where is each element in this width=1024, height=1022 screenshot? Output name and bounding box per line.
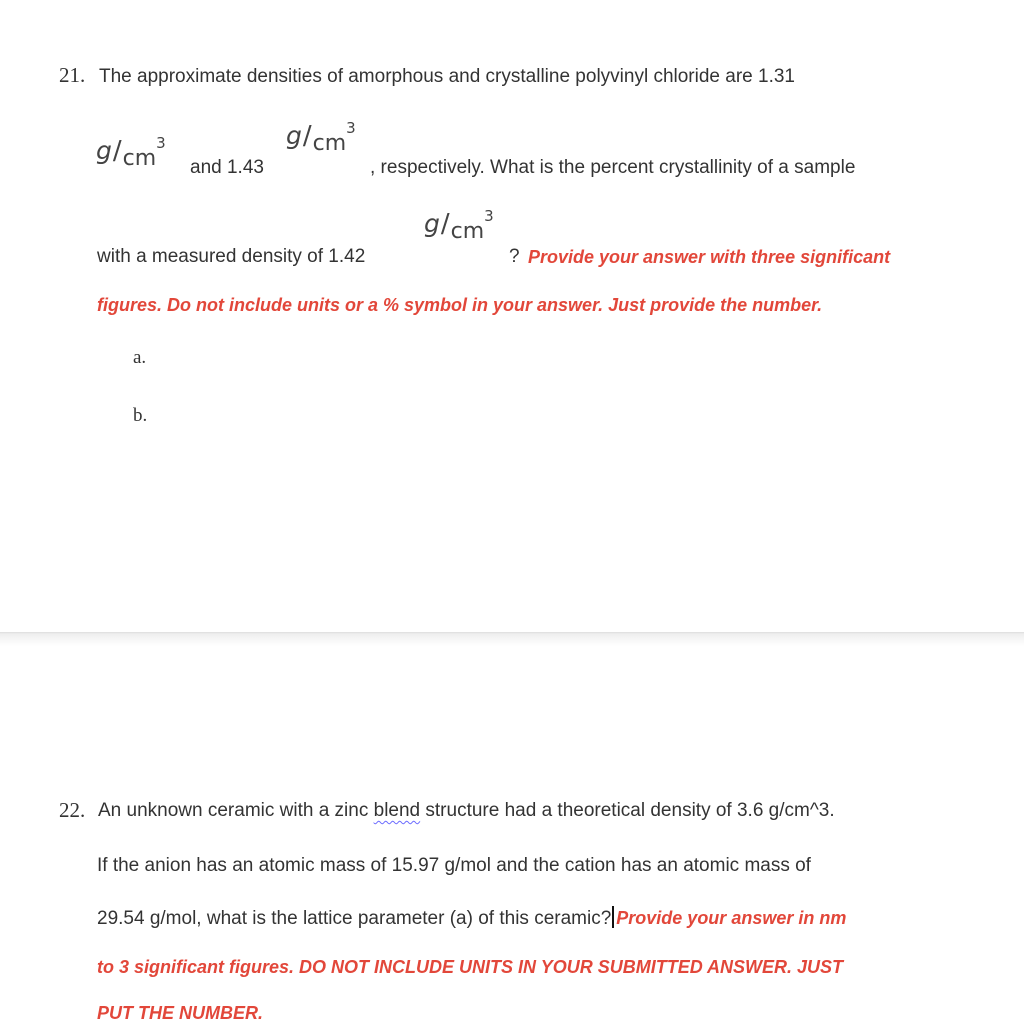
answer-choice-a[interactable]: a. [133,347,147,368]
spellcheck-word-blend[interactable]: blend [373,800,421,821]
instruction-21-part-1: Provide your answer with three significant [528,247,891,267]
unit-centimeters: cm [312,131,347,156]
question-mark: ? [509,246,520,267]
measured-density-text: with a measured density of 1.42 [97,246,366,267]
answer-choice-b[interactable]: b. [133,405,148,426]
unit-exponent: 3 [156,134,166,152]
respectively-text: , respectively. What is the percent crystallinity of a sample [370,157,856,178]
instruction-22-part-3: PUT THE NUMBER. [97,1003,263,1022]
question-number-22: 22. [59,798,86,822]
density-unit-2: $g/cm^3$ [286,119,356,156]
section-divider [0,632,1024,646]
question-22-line-1-end: structure had a theoretical density of 3.6 g/cm^3. [425,800,835,821]
question-22-line-1 [98,800,835,822]
question-22-line-1-start: An unknown ceramic with a zinc [98,800,369,821]
unit-grams: g [286,121,302,150]
text-cursor [612,906,614,928]
unit-exponent: 3 [484,207,494,225]
unit-centimeters: cm [450,219,485,244]
density-unit-1: $g/cm^3$ [96,134,166,171]
and-density-text: and 1.43 [190,157,264,178]
question-21-line-1: The approximate densities of amorphous and crystalline polyvinyl chloride are 1.31 [99,66,795,87]
question-22-line-2: If the anion has an atomic mass of 15.97 g/mol and the cation has an atomic mass of [97,855,811,876]
unit-grams: g [96,136,112,165]
instruction-22-part-1: Provide your answer in nm [616,908,847,928]
question-22-line-3-text: 29.54 g/mol, what is the lattice parameter (a) of this ceramic? [97,908,612,929]
unit-grams: g [424,209,440,238]
instruction-22-part-2: to 3 significant figures. DO NOT INCLUDE UNITS IN YOUR SUBMITTED ANSWER. JUST [97,957,844,977]
instruction-21-part-2: figures. Do not include units or a % symbol in your answer. Just provide the number. [97,295,823,315]
question-number-21: 21. [59,63,86,87]
unit-exponent: 3 [346,119,356,137]
unit-centimeters: cm [122,146,157,171]
density-unit-3: $g/cm^3$ [424,207,494,244]
question-22-line-3 [97,906,846,930]
